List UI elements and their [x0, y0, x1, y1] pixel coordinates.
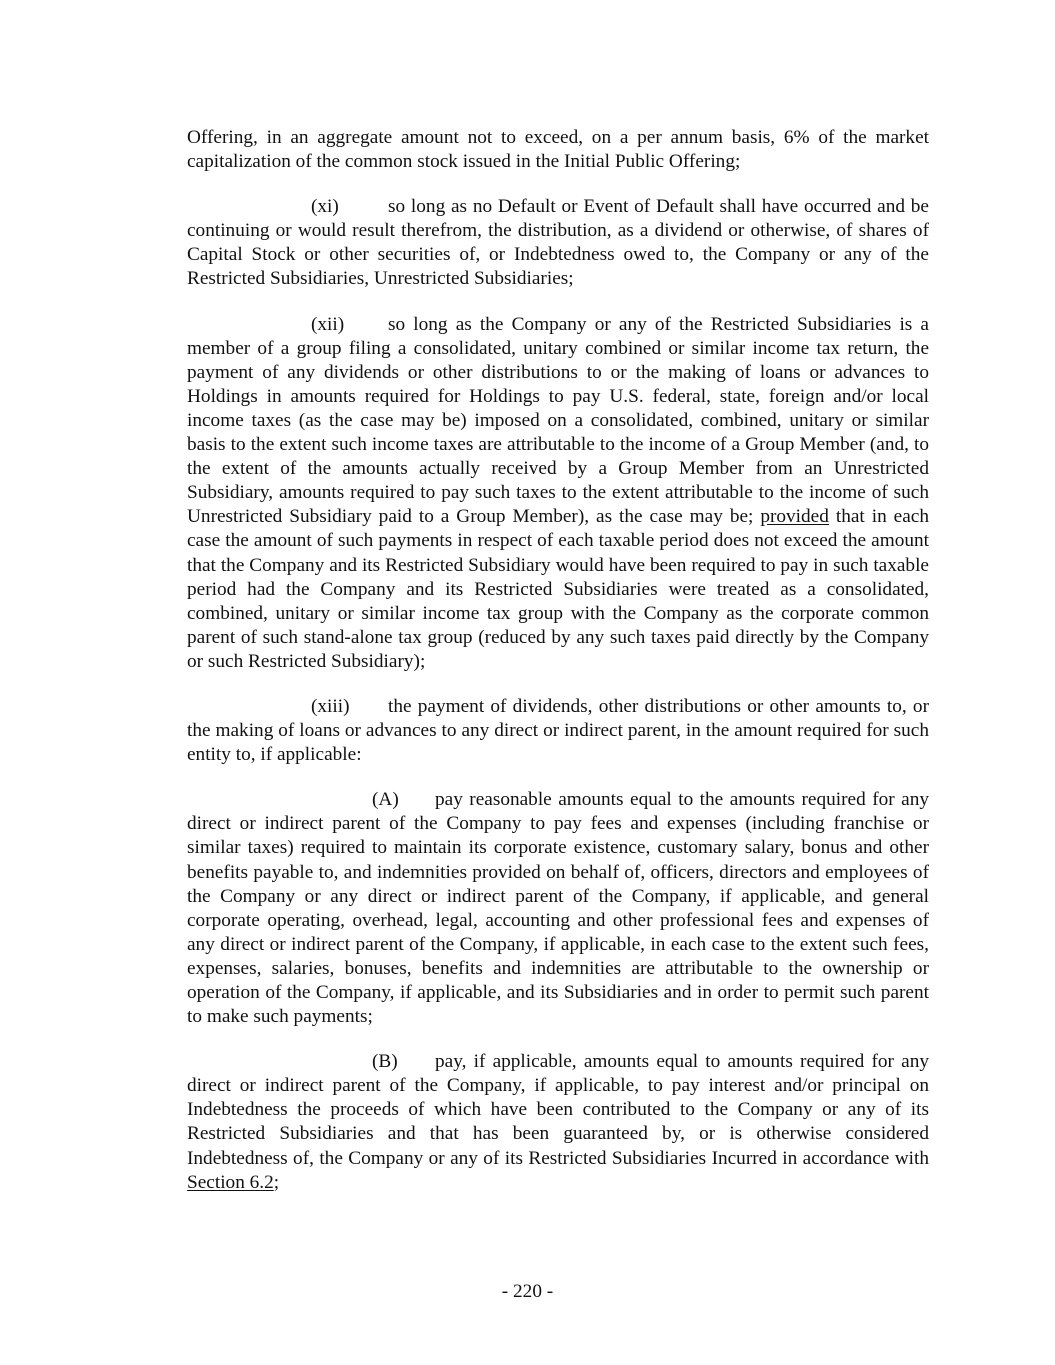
section-reference-link: Section 6.2	[187, 1171, 274, 1193]
subclause-text: pay reasonable amounts equal to the amounts required for any direct or indirect parent of the Company to pay fees and expenses (including franchise or similar taxes) required to maintain its corporate existence, customary salary, bonus and other benefits payable to, and indemnities provided on behalf of, officers, directors and employees of the Company or any direct or indirect parent of the Company, if applicable, and general corporate operating, overhead, legal, accounting and other professional fees and expenses of any direct or indirect parent of the Company, if applicable, in each case to the extent such fees, expenses, salaries, bonuses, benefits and indemnities are attributable to the ownership or operation of the Company, if applicable, and its Subsidiaries and in order to permit such parent to make such payments;	[187, 789, 929, 1028]
subclause-text-end: ;	[273, 1171, 280, 1193]
intro-paragraph	[187, 126, 929, 174]
clause-text-continued: that in each case the amount of such payments in respect of each taxable period does not exceed the amount that the Company and its Restricted Subsidiary would have been required to pay in such taxable period had the Company and its Restricted Subsidiaries were treated as a consolidated, combined, unitary or similar income tax group with the Company as the corporate common parent of such stand-alone tax group (reduced by any such taxes paid directly by the Company or such Restricted Subsidiary);	[187, 506, 929, 672]
subclause-number: (A)	[372, 789, 399, 811]
clause-xi	[187, 195, 929, 291]
subclause-number: (B)	[372, 1051, 398, 1073]
clause-number: (xi)	[311, 196, 339, 218]
clause-number: (xii)	[311, 313, 345, 335]
intro-text: Offering, in an aggregate amount not to exceed, on a per annum basis, 6% of the market capitalization of the common stock issued in the Initial Public Offering;	[187, 127, 929, 173]
clause-number: (xiii)	[311, 695, 350, 717]
clause-xiii	[187, 695, 929, 767]
document-body	[187, 126, 929, 1216]
clause-xii	[187, 313, 929, 674]
provided-underlined-term: provided	[760, 506, 829, 528]
page-number: - 220 -	[501, 1281, 554, 1302]
clause-text: the payment of dividends, other distributions or other amounts to, or the making of loans or advances to any direct or indirect parent, in the amount required for such entity to, if applicable:	[187, 695, 929, 766]
subclause-a	[187, 788, 929, 1029]
subclause-text: pay, if applicable, amounts equal to amounts required for any direct or indirect parent of the Company, if applicable, to pay interest and/or principal on Indebtedness the proceeds of which have been contributed to the Company or any of its Restricted Subsidiaries and that has been guaranteed by, or is otherwise considered Indebtedness of, the Company or any of its Restricted Subsidiaries Incurred in accordance with	[187, 1051, 929, 1169]
clause-text: so long as no Default or Event of Default shall have occurred and be continuing or would result therefrom, the distribution, as a dividend or otherwise, of shares of Capital Stock or other securities of, or Indebtedness owed to, the Company or any of the Restricted Subsidiaries, Unrestricted Subsidiaries;	[187, 196, 929, 290]
subclause-b	[187, 1050, 929, 1195]
clause-text: so long as the Company or any of the Restricted Subsidiaries is a member of a group filing a consolidated, unitary combined or similar income tax return, the payment of any dividends or other distributions to or the making of loans or advances to Holdings in amounts required for Holdings to pay U.S. federal, state, foreign and/or local income taxes (as the case may be) imposed on a consolidated, combined, unitary or similar basis to the extent such income taxes are attributable to the income of a Group Member (and, to the extent of the amounts actually received by a Group Member from an Unrestricted Subsidiary, amounts required to pay such taxes to the extent attributable to the income of such Unrestricted Subsidiary paid to a Group Member), as the case may be;	[187, 313, 929, 528]
